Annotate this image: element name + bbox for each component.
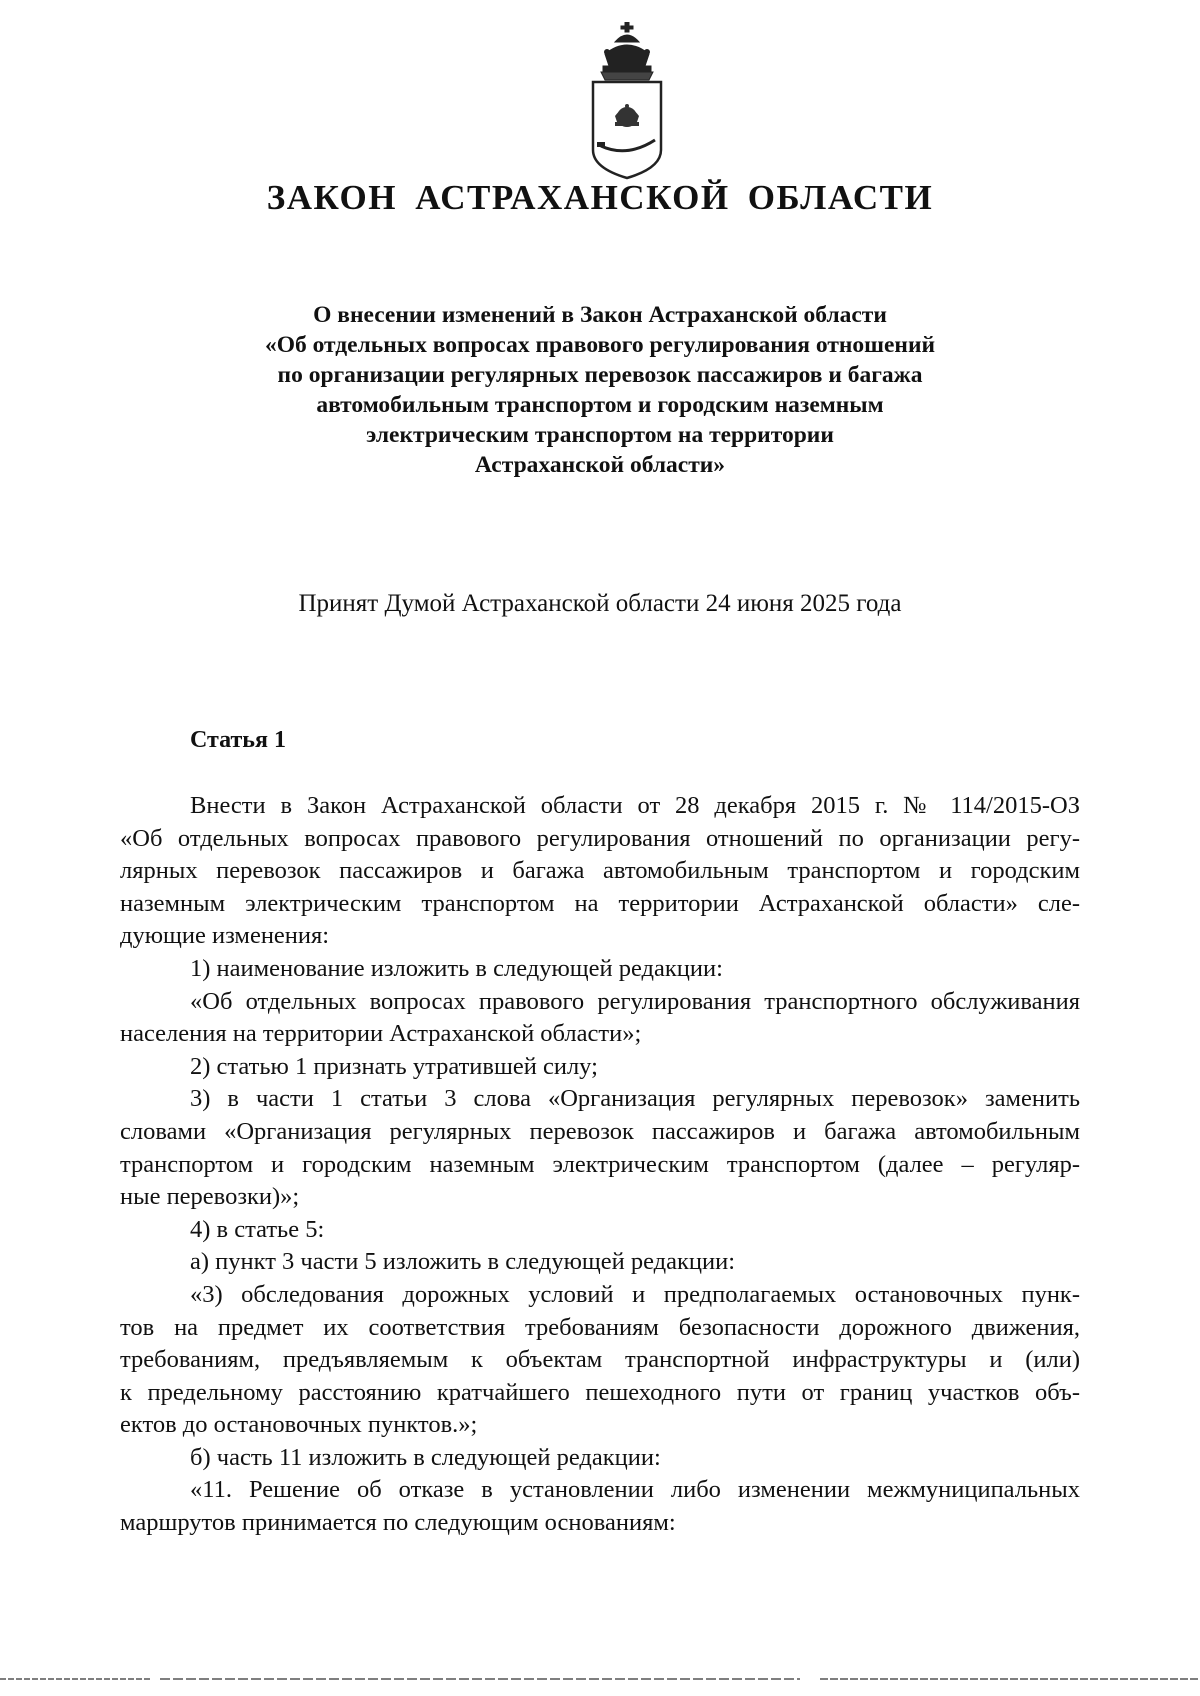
text-line: населения на территории Астраханской области»; bbox=[120, 1020, 642, 1048]
text-line: Внести в Закон Астраханской области от 28 декабря 2015 г. № 114/2015-ОЗ bbox=[190, 792, 1080, 819]
text-line: лярных перевозок пассажиров и багажа автомобильным транспортом и городским bbox=[120, 857, 1080, 885]
text-line: «Об отдельных вопросах правового регулирования транспортного обслуживания bbox=[190, 987, 1080, 1015]
text-line: 4) в статье 5: bbox=[190, 1215, 325, 1243]
text-line: б) часть 11 изложить в следующей редакции: bbox=[190, 1443, 661, 1471]
text-line: 2) статью 1 признать утратившей силу; bbox=[190, 1052, 598, 1080]
law-title: ЗАКОН АСТРАХАНСКОЙ ОБЛАСТИ bbox=[266, 178, 934, 217]
subject-line: «Об отдельных вопросах правового регулирования отношений bbox=[264, 332, 936, 358]
text-line: «3) обследования дорожных условий и предполагаемых остановочных пунк- bbox=[190, 1280, 1080, 1308]
subject-line: автомобильным транспортом и городским наземным bbox=[316, 392, 884, 418]
text-line: «Об отдельных вопросах правового регулирования отношений по организации регу- bbox=[120, 824, 1080, 852]
text-line: наземным электрическим транспортом на территории Астраханской области» сле- bbox=[120, 889, 1080, 917]
text-line: словами «Организация регулярных перевозок пассажиров и багажа автомобильным bbox=[120, 1117, 1080, 1145]
text-line: 3) в части 1 статьи 3 слова «Организация регулярных перевозок» заменить bbox=[190, 1085, 1080, 1113]
law-subject bbox=[150, 300, 1050, 480]
article-body bbox=[120, 790, 1080, 1540]
adoption-statement: Принят Думой Астраханской области 24 июня 2025 года bbox=[298, 590, 902, 617]
text-line: тов на предмет их соответствия требованиям безопасности дорожного движения, bbox=[120, 1313, 1080, 1341]
text-line: 1) наименование изложить в следующей редакции: bbox=[190, 954, 723, 982]
subject-line: электрическим транспортом на территории bbox=[366, 422, 834, 448]
subject-line: по организации регулярных перевозок пассажиров и багажа bbox=[277, 362, 923, 388]
text-line: а) пункт 3 части 5 изложить в следующей редакции: bbox=[190, 1248, 736, 1276]
text-line: маршрутов принимается по следующим основаниям: bbox=[120, 1509, 676, 1537]
text-line: «11. Решение об отказе в установлении либо изменении межмуниципальных bbox=[190, 1476, 1080, 1504]
text-line: к предельному расстоянию кратчайшего пешеходного пути от границ участков объ- bbox=[120, 1378, 1080, 1406]
text-line: ные перевозки)»; bbox=[120, 1183, 300, 1211]
scan-edge-divider bbox=[0, 1675, 1200, 1683]
text-line: ектов до остановочных пунктов.»; bbox=[120, 1411, 478, 1439]
subject-line: Астраханской области» bbox=[474, 452, 726, 478]
text-line: дующие изменения: bbox=[120, 922, 330, 950]
coat-of-arms-icon bbox=[585, 22, 669, 180]
subject-line: О внесении изменений в Закон Астраханской области bbox=[313, 302, 887, 328]
text-line: транспортом и городским наземным электрическим транспортом (далее – регуляр- bbox=[120, 1150, 1080, 1178]
article-heading: Статья 1 bbox=[190, 727, 286, 753]
text-line: требованиям, предъявляемым к объектам транспортной инфраструктуры и (или) bbox=[120, 1346, 1080, 1374]
